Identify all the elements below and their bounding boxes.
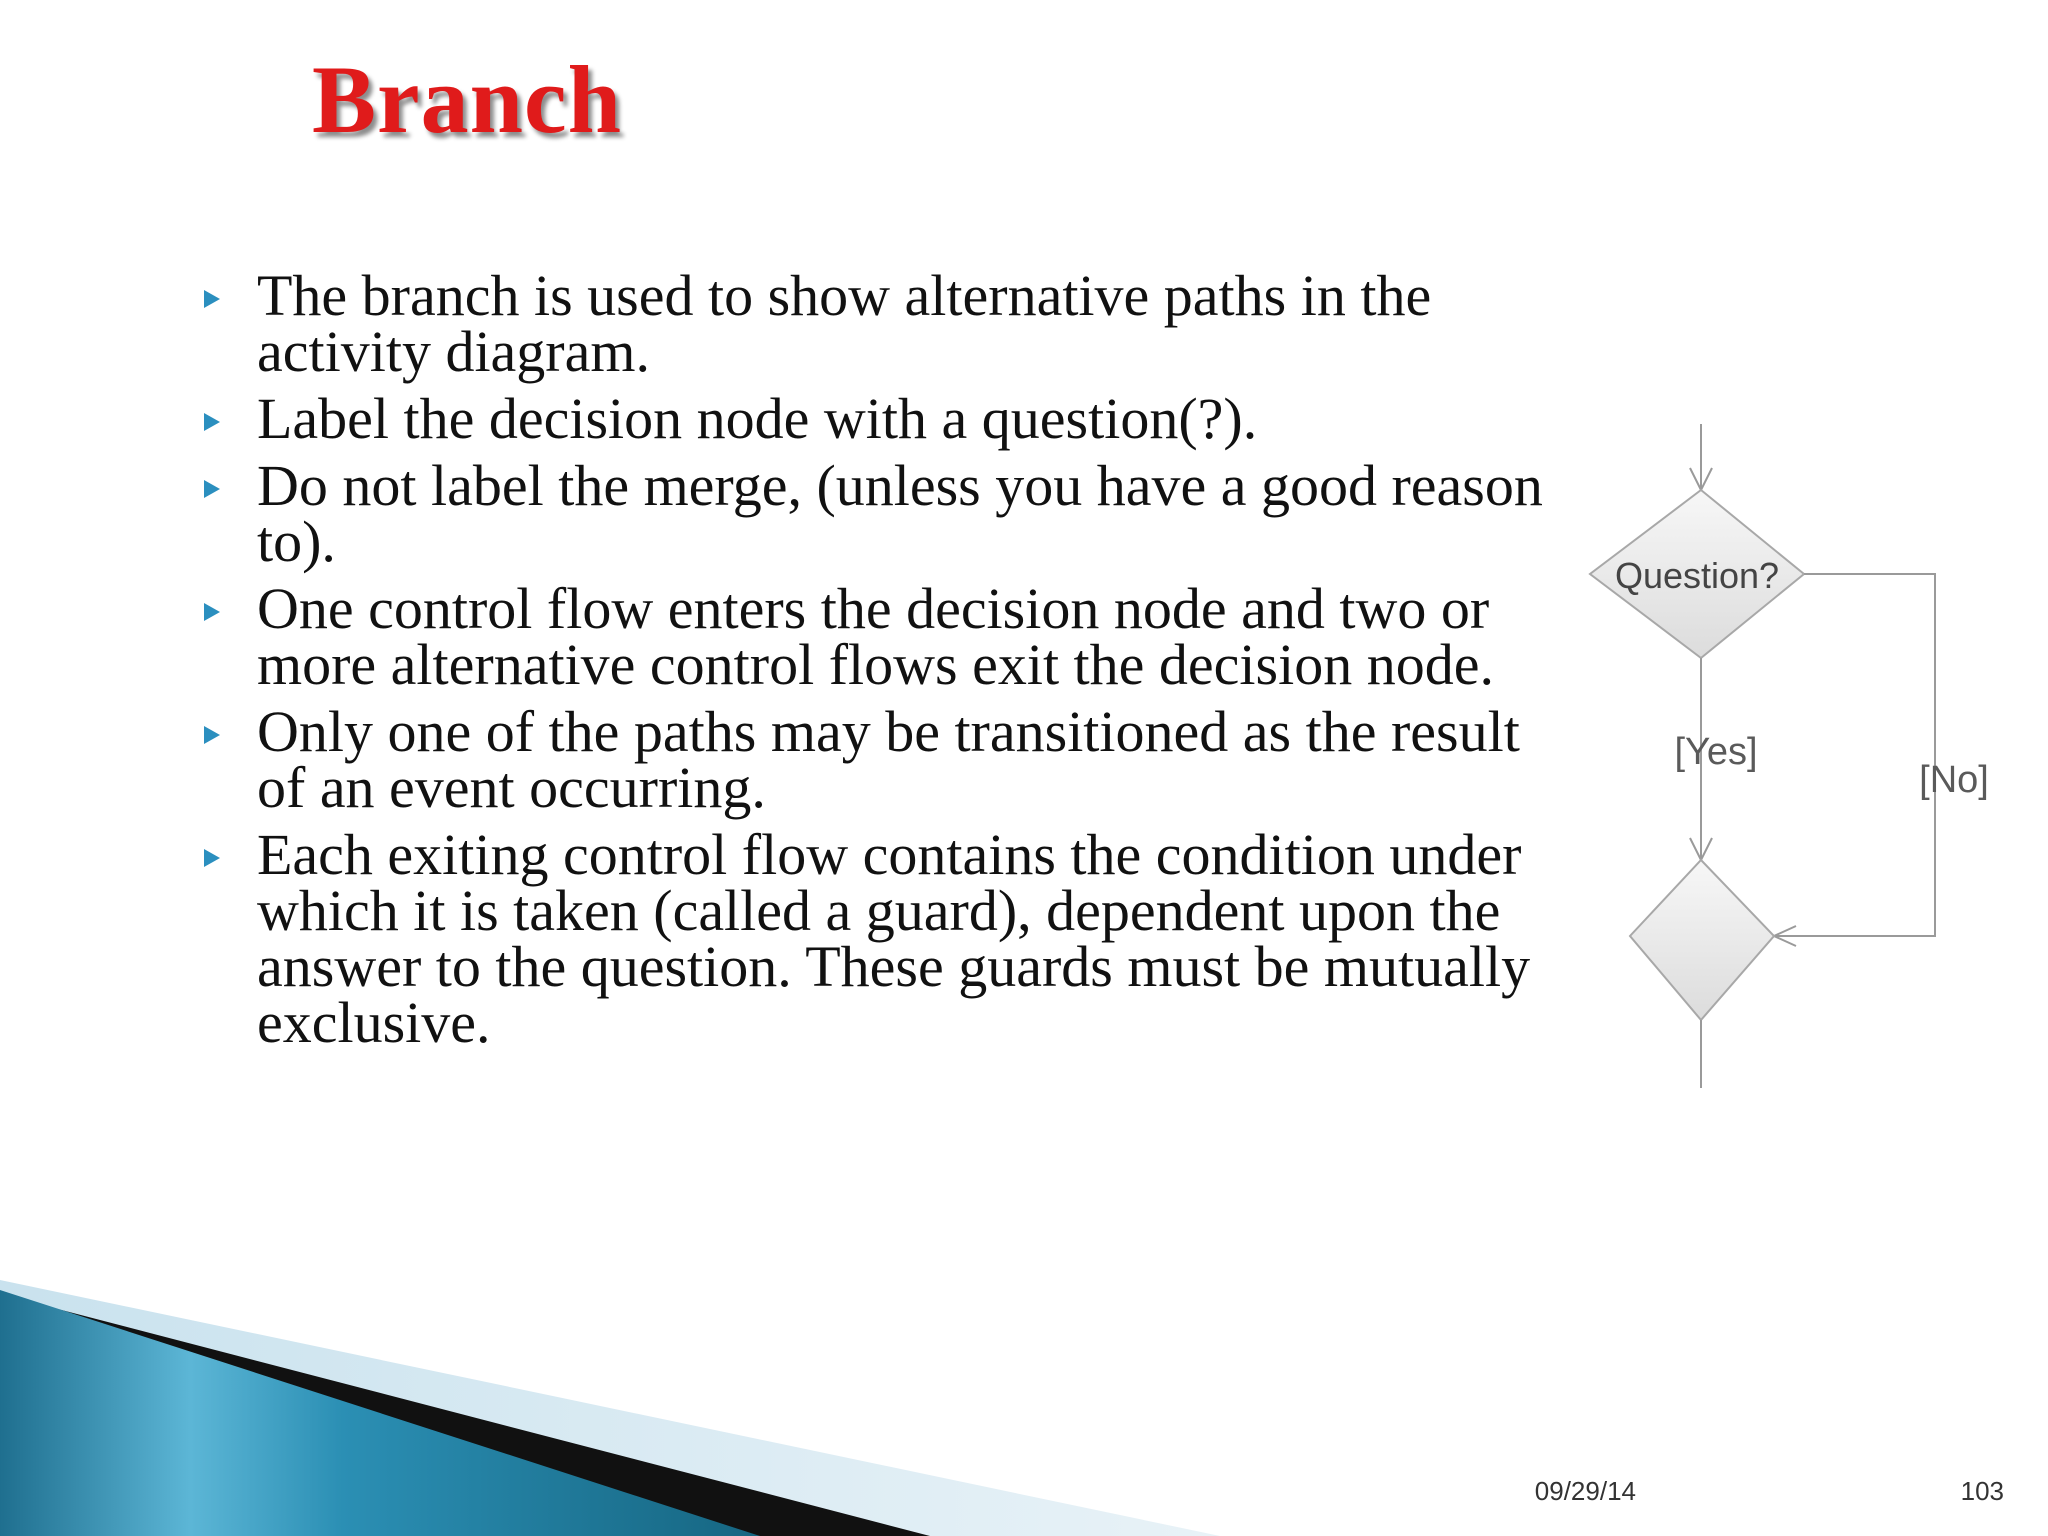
footer-date: 09/29/14 [1534,1476,1636,1506]
bullet-item [200,386,1580,451]
bullet-item [200,263,1580,384]
guard-no-label: [No] [1919,759,1989,801]
bullet-item [200,822,1580,1055]
slide-title: Branch [312,46,623,153]
bullet-text: Do not label the merge, (unless you have a good reason to). [257,453,1543,574]
bullet-text: The branch is used to show alternative paths in the activity diagram. [257,263,1432,384]
decorative-swoosh [0,1280,2048,1536]
triangle-bullet-icon [204,413,220,431]
bullet-text: One control flow enters the decision node and two or more alternative control flows exit the decision node. [257,576,1494,697]
bullet-item [200,699,1580,820]
bullet-item [200,453,1580,574]
bullet-text: Only one of the paths may be transitioned as the result of an event occurring. [257,699,1520,820]
bullet-text: Label the decision node with a question(?). [257,386,1258,451]
triangle-bullet-icon [204,849,220,867]
triangle-bullet-icon [204,726,220,744]
decision-node-label: Question? [1614,555,1780,596]
bullet-text: Each exiting control flow contains the condition under which it is taken (called a guard), dependent upon the answer to the question. These guards must be mutually exclusive. [257,822,1531,1055]
page-number: 103 [1960,1476,2004,1506]
triangle-bullet-icon [204,480,220,498]
bullet-item [200,576,1580,697]
merge-node [1630,860,1774,1020]
triangle-bullet-icon [204,290,220,308]
guard-yes-label: [Yes] [1674,731,1758,773]
no-flow-line [1774,574,1935,936]
triangle-bullet-icon [204,603,220,621]
activity-diagram [1580,420,2020,1100]
bullet-list [200,263,1580,1062]
